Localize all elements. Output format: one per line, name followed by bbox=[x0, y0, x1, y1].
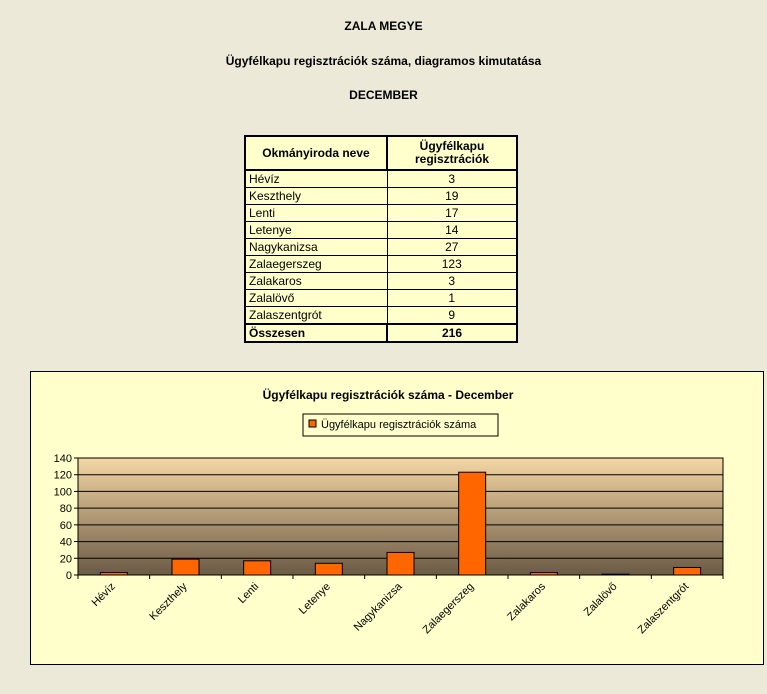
y-tick-label: 80 bbox=[59, 503, 72, 516]
x-tick-label: Letenye bbox=[296, 580, 333, 617]
office-name: Lenti bbox=[245, 205, 387, 222]
y-tick-label: 0 bbox=[65, 570, 72, 582]
y-tick-label: 140 bbox=[53, 453, 72, 465]
x-tick-label: Lenti bbox=[235, 580, 262, 606]
bar-chart bbox=[31, 372, 765, 666]
table-row bbox=[245, 205, 517, 222]
y-tick-label: 120 bbox=[53, 469, 72, 482]
x-tick-label: Zalaszentgrót bbox=[635, 580, 692, 637]
total-row bbox=[245, 324, 517, 342]
table-row bbox=[245, 222, 517, 239]
month-heading: DECEMBER bbox=[349, 88, 418, 102]
registration-count: 19 bbox=[387, 188, 517, 205]
x-tick-label: Hévíz bbox=[89, 580, 118, 610]
registrations-header bbox=[387, 136, 517, 170]
office-name: Zalaegerszeg bbox=[245, 256, 387, 273]
chart-area bbox=[30, 371, 764, 665]
bar bbox=[530, 572, 557, 575]
table-row bbox=[245, 170, 517, 188]
office-name: Zalaszentgrót bbox=[245, 307, 387, 325]
plot-area bbox=[54, 453, 723, 636]
bar bbox=[100, 572, 127, 575]
office-name: Hévíz bbox=[245, 170, 387, 188]
bar bbox=[315, 563, 342, 575]
report-subtitle: Ügyfélkapu regisztrációk száma, diagramos kimutatása bbox=[225, 54, 542, 68]
county-heading: ZALA MEGYE bbox=[344, 19, 423, 33]
office-name: Letenye bbox=[245, 222, 387, 239]
total-value: 216 bbox=[387, 324, 517, 342]
bar bbox=[602, 574, 629, 575]
office-name: Keszthely bbox=[245, 188, 387, 205]
registration-count: 3 bbox=[387, 273, 517, 290]
bar bbox=[674, 567, 701, 575]
table-row bbox=[245, 239, 517, 256]
office-name: Zalalövő bbox=[245, 290, 387, 307]
total-label: Összesen bbox=[245, 324, 387, 342]
registration-count: 3 bbox=[387, 170, 517, 188]
x-tick-label: Nagykanizsa bbox=[351, 580, 405, 634]
registration-count: 9 bbox=[387, 307, 517, 325]
office-name-header: Okmányiroda neve bbox=[245, 136, 387, 170]
bar bbox=[244, 561, 271, 575]
registrations-header-text: Ügyfélkapu regisztrációk bbox=[414, 139, 490, 166]
y-tick-label: 40 bbox=[59, 536, 72, 549]
table-row bbox=[245, 188, 517, 205]
x-tick-label: Zalaegerszeg bbox=[420, 580, 477, 637]
office-name: Zalakaros bbox=[245, 273, 387, 290]
registration-count: 27 bbox=[387, 239, 517, 256]
office-name: Nagykanizsa bbox=[245, 239, 387, 256]
bar bbox=[459, 472, 486, 575]
chart-legend bbox=[303, 414, 498, 436]
legend-label: Ügyfélkapu regisztrációk száma bbox=[321, 419, 477, 431]
bar bbox=[387, 552, 414, 575]
legend-swatch bbox=[309, 420, 316, 427]
table-header-row bbox=[245, 136, 517, 170]
bar bbox=[172, 559, 199, 575]
registrations-table bbox=[244, 135, 518, 343]
table-row bbox=[245, 256, 517, 273]
registration-count: 17 bbox=[387, 205, 517, 222]
table-row bbox=[245, 290, 517, 307]
registration-count: 14 bbox=[387, 222, 517, 239]
table-row bbox=[245, 307, 517, 325]
x-tick-label: Zalalövő bbox=[581, 580, 620, 619]
y-tick-label: 60 bbox=[59, 519, 72, 532]
registration-count: 123 bbox=[387, 256, 517, 273]
registration-count: 1 bbox=[387, 290, 517, 307]
y-tick-label: 100 bbox=[53, 486, 72, 499]
table-row bbox=[245, 273, 517, 290]
x-tick-label: Keszthely bbox=[147, 580, 190, 623]
y-tick-label: 20 bbox=[59, 553, 72, 566]
x-tick-label: Zalakaros bbox=[505, 580, 548, 624]
chart-title: Ügyfélkapu regisztrációk száma - December bbox=[262, 388, 514, 402]
